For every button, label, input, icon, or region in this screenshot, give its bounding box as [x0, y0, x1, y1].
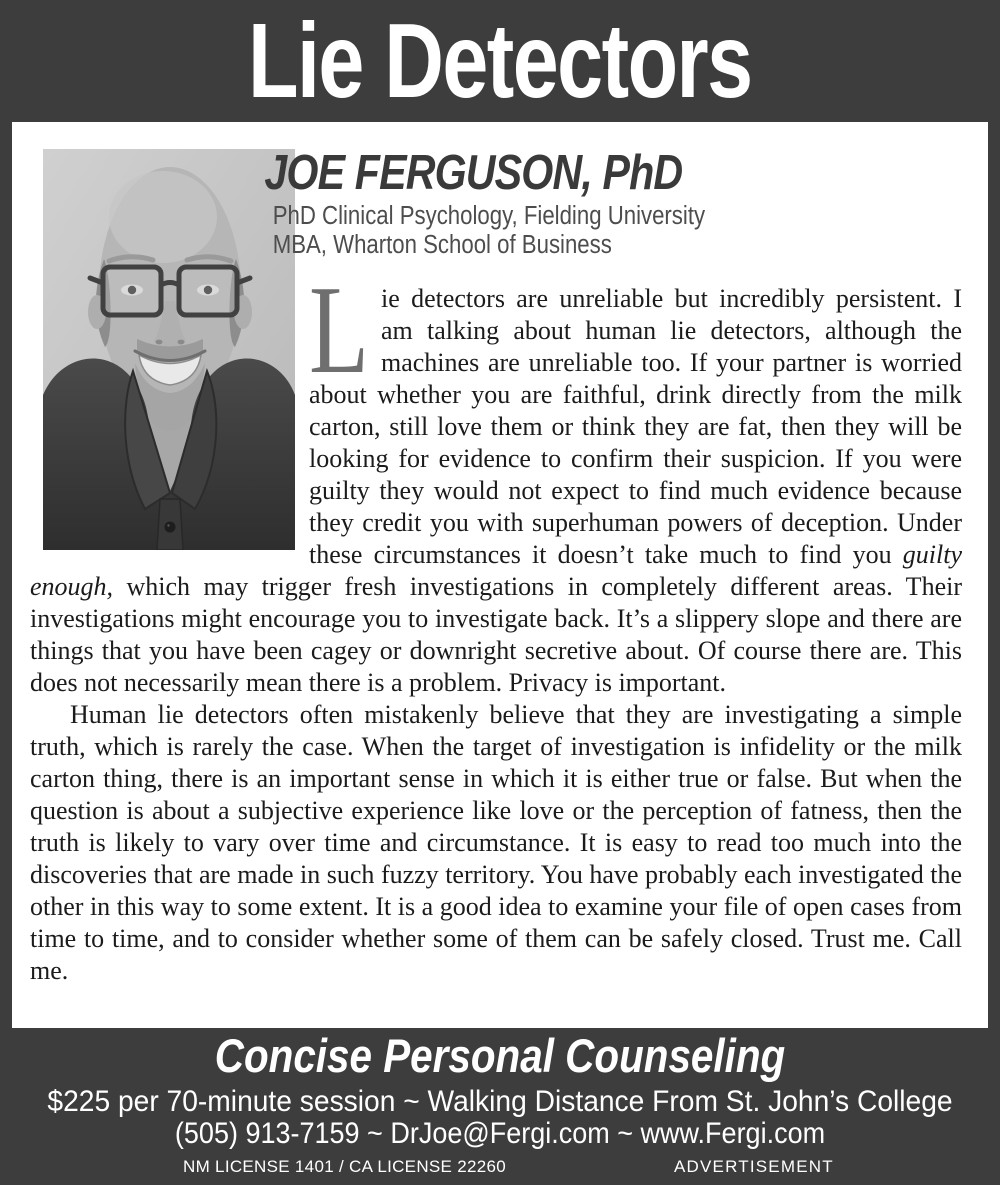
license-text: NM LICENSE 1401 / CA LICENSE 22260 — [183, 1157, 506, 1176]
dropcap-letter: L — [309, 261, 370, 400]
contact-line: (505) 913-7159 ~ DrJoe@Fergi.com ~ www.Fergi.com — [174, 1117, 826, 1150]
legal-row — [0, 1157, 1000, 1177]
content-panel — [12, 122, 988, 1028]
ad-title: Lie Detectors — [248, 2, 752, 120]
pricing-location-line: $225 per 70-minute session ~ Walking Distance From St. John’s College — [47, 1085, 953, 1118]
article-paragraph-2: Human lie detectors often mistakenly believe that they are investigating a simple truth, which is rarely the case. When the target of investigation is infidelity or the milk carton thing, there is an important sense in which it is either true or false. But when the question is about a subjective experience like love or the perception of fatness, then the truth is likely to vary over time and circumstance. It is easy to read too much into the discoveries that are made in such fuzzy territory. You have probably each investigated the other in this way to some extent. It is a good idea to examine your file of open cases from time to time, and to consider whether some of them can be safely closed. Trust me. Call me. — [30, 700, 962, 985]
author-name: JOE FERGUSON, PhD — [264, 146, 683, 200]
business-name: Concise Personal Counseling — [214, 1029, 786, 1082]
paragraph-1-text: ie detectors are unreliable but incredibly persistent. I am talking about human lie detectors, although the machines are unreliable too. If your partner is worried about whether you are faithful, drink directly from the milk carton, still love them or think they are fat, then they will be looking for evidence to confirm their suspicion. If you were guilty they would not expect to find much evidence because they credit you with superhuman powers of deception. Under these circumstances it doesn’t take much to find you — [309, 284, 962, 569]
advertisement-label: ADVERTISEMENT — [674, 1157, 834, 1176]
masthead — [0, 0, 1000, 122]
credentials — [30, 202, 962, 259]
footer-band — [0, 1028, 1000, 1185]
credential-line-1: PhD Clinical Psychology, Fielding University — [272, 202, 706, 230]
credential-line-2: MBA, Wharton School of Business — [272, 230, 612, 259]
paragraph-1-italic-phrase: guilty enough, — [30, 540, 962, 601]
content-area — [12, 122, 988, 1028]
paragraph-1-text-end: which may trigger fresh investigations in completely different areas. Their investigations might encourage you to investigate back. It’s a slippery slope and there are things that you have been cagey or downright secretive about. Of course there are. This does not necessarily mean there is a problem. Privacy is important. — [30, 572, 962, 697]
